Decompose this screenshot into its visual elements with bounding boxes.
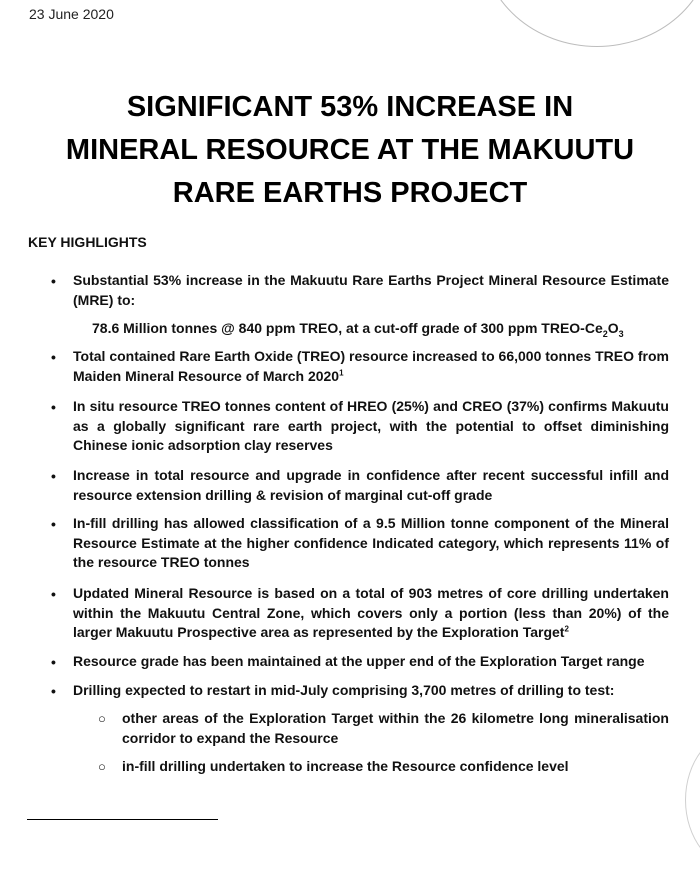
document-title <box>0 86 700 215</box>
bullet-marker: • <box>51 349 56 365</box>
sub-list-item-text: other areas of the Exploration Target within the 26 kilometre long mineralisation corridor to expand the Resource <box>122 710 669 746</box>
highlights-heading: KEY HIGHLIGHTS <box>28 234 147 250</box>
footnote-ref: 2 <box>564 624 569 634</box>
title-line-3: RARE EARTHS PROJECT <box>172 177 528 209</box>
sub-list-item-text: in-fill drilling undertaken to increase the Resource confidence level <box>122 758 569 774</box>
resource-line-o: O <box>607 320 619 336</box>
sub-bullet-marker: ○ <box>98 759 106 774</box>
footnote-separator <box>27 819 218 820</box>
bullet-marker: • <box>51 399 56 415</box>
bullet-marker: • <box>51 273 56 289</box>
resource-estimate-line <box>92 320 624 339</box>
list-item-text: In situ resource TREO tonnes content of HREO (25%) and CREO (37%) confirms Makuutu as a globally significant rare earth project, with the potential to offset diminishing Chinese ionic adsorption clay reserves <box>73 398 669 453</box>
sub-bullet-marker: ○ <box>98 711 106 726</box>
subscript-3: 3 <box>618 328 624 339</box>
list-item-text: Resource grade has been maintained at the upper end of the Exploration Target range <box>73 653 645 669</box>
title-line-1: SIGNIFICANT 53% INCREASE IN <box>126 91 574 123</box>
list-item-text <box>73 347 669 386</box>
list-item-text: Substantial 53% increase in the Makuutu Rare Earths Project Mineral Resource Estimate (MRE) to: <box>73 272 669 308</box>
bullet-marker: • <box>51 516 56 532</box>
bullet-marker: • <box>51 683 56 699</box>
subscript-2: 2 <box>602 328 608 339</box>
decorative-arc-top <box>482 0 700 47</box>
bullet-marker: • <box>51 654 56 670</box>
list-item-text: Increase in total resource and upgrade in confidence after recent successful infill and resource extension drilling & revision of marginal cut-off grade <box>73 467 669 503</box>
list-item-text <box>73 584 669 643</box>
list-item-body: Updated Mineral Resource is based on a total of 903 metres of core drilling undertaken within the Makuutu Central Zone, which covers only a portion (less than 20%) of the larger Makuutu Prospective area as represented by the Exploration Target <box>73 585 669 640</box>
list-item-text: Drilling expected to restart in mid-July comprising 3,700 metres of drilling to test: <box>73 682 615 698</box>
decorative-arc-bottom <box>685 730 700 870</box>
bullet-marker: • <box>51 468 56 484</box>
footnote-ref: 1 <box>339 367 344 377</box>
resource-line-text: 78.6 Million tonnes @ 840 ppm TREO, at a cut-off grade of 300 ppm TREO-Ce <box>92 320 603 336</box>
bullet-marker: • <box>51 586 56 602</box>
document-date: 23 June 2020 <box>29 6 114 22</box>
title-line-2: MINERAL RESOURCE AT THE MAKUUTU <box>65 134 635 166</box>
list-item-text: In-fill drilling has allowed classification of a 9.5 Million tonne component of the Mineral Resource Estimate at the higher confidence Indicated category, which represents 11% of the resource TREO tonnes <box>73 515 669 570</box>
list-item-body: Total contained Rare Earth Oxide (TREO) resource increased to 66,000 tonnes TREO from Maiden Mineral Resource of March 2020 <box>73 348 669 384</box>
